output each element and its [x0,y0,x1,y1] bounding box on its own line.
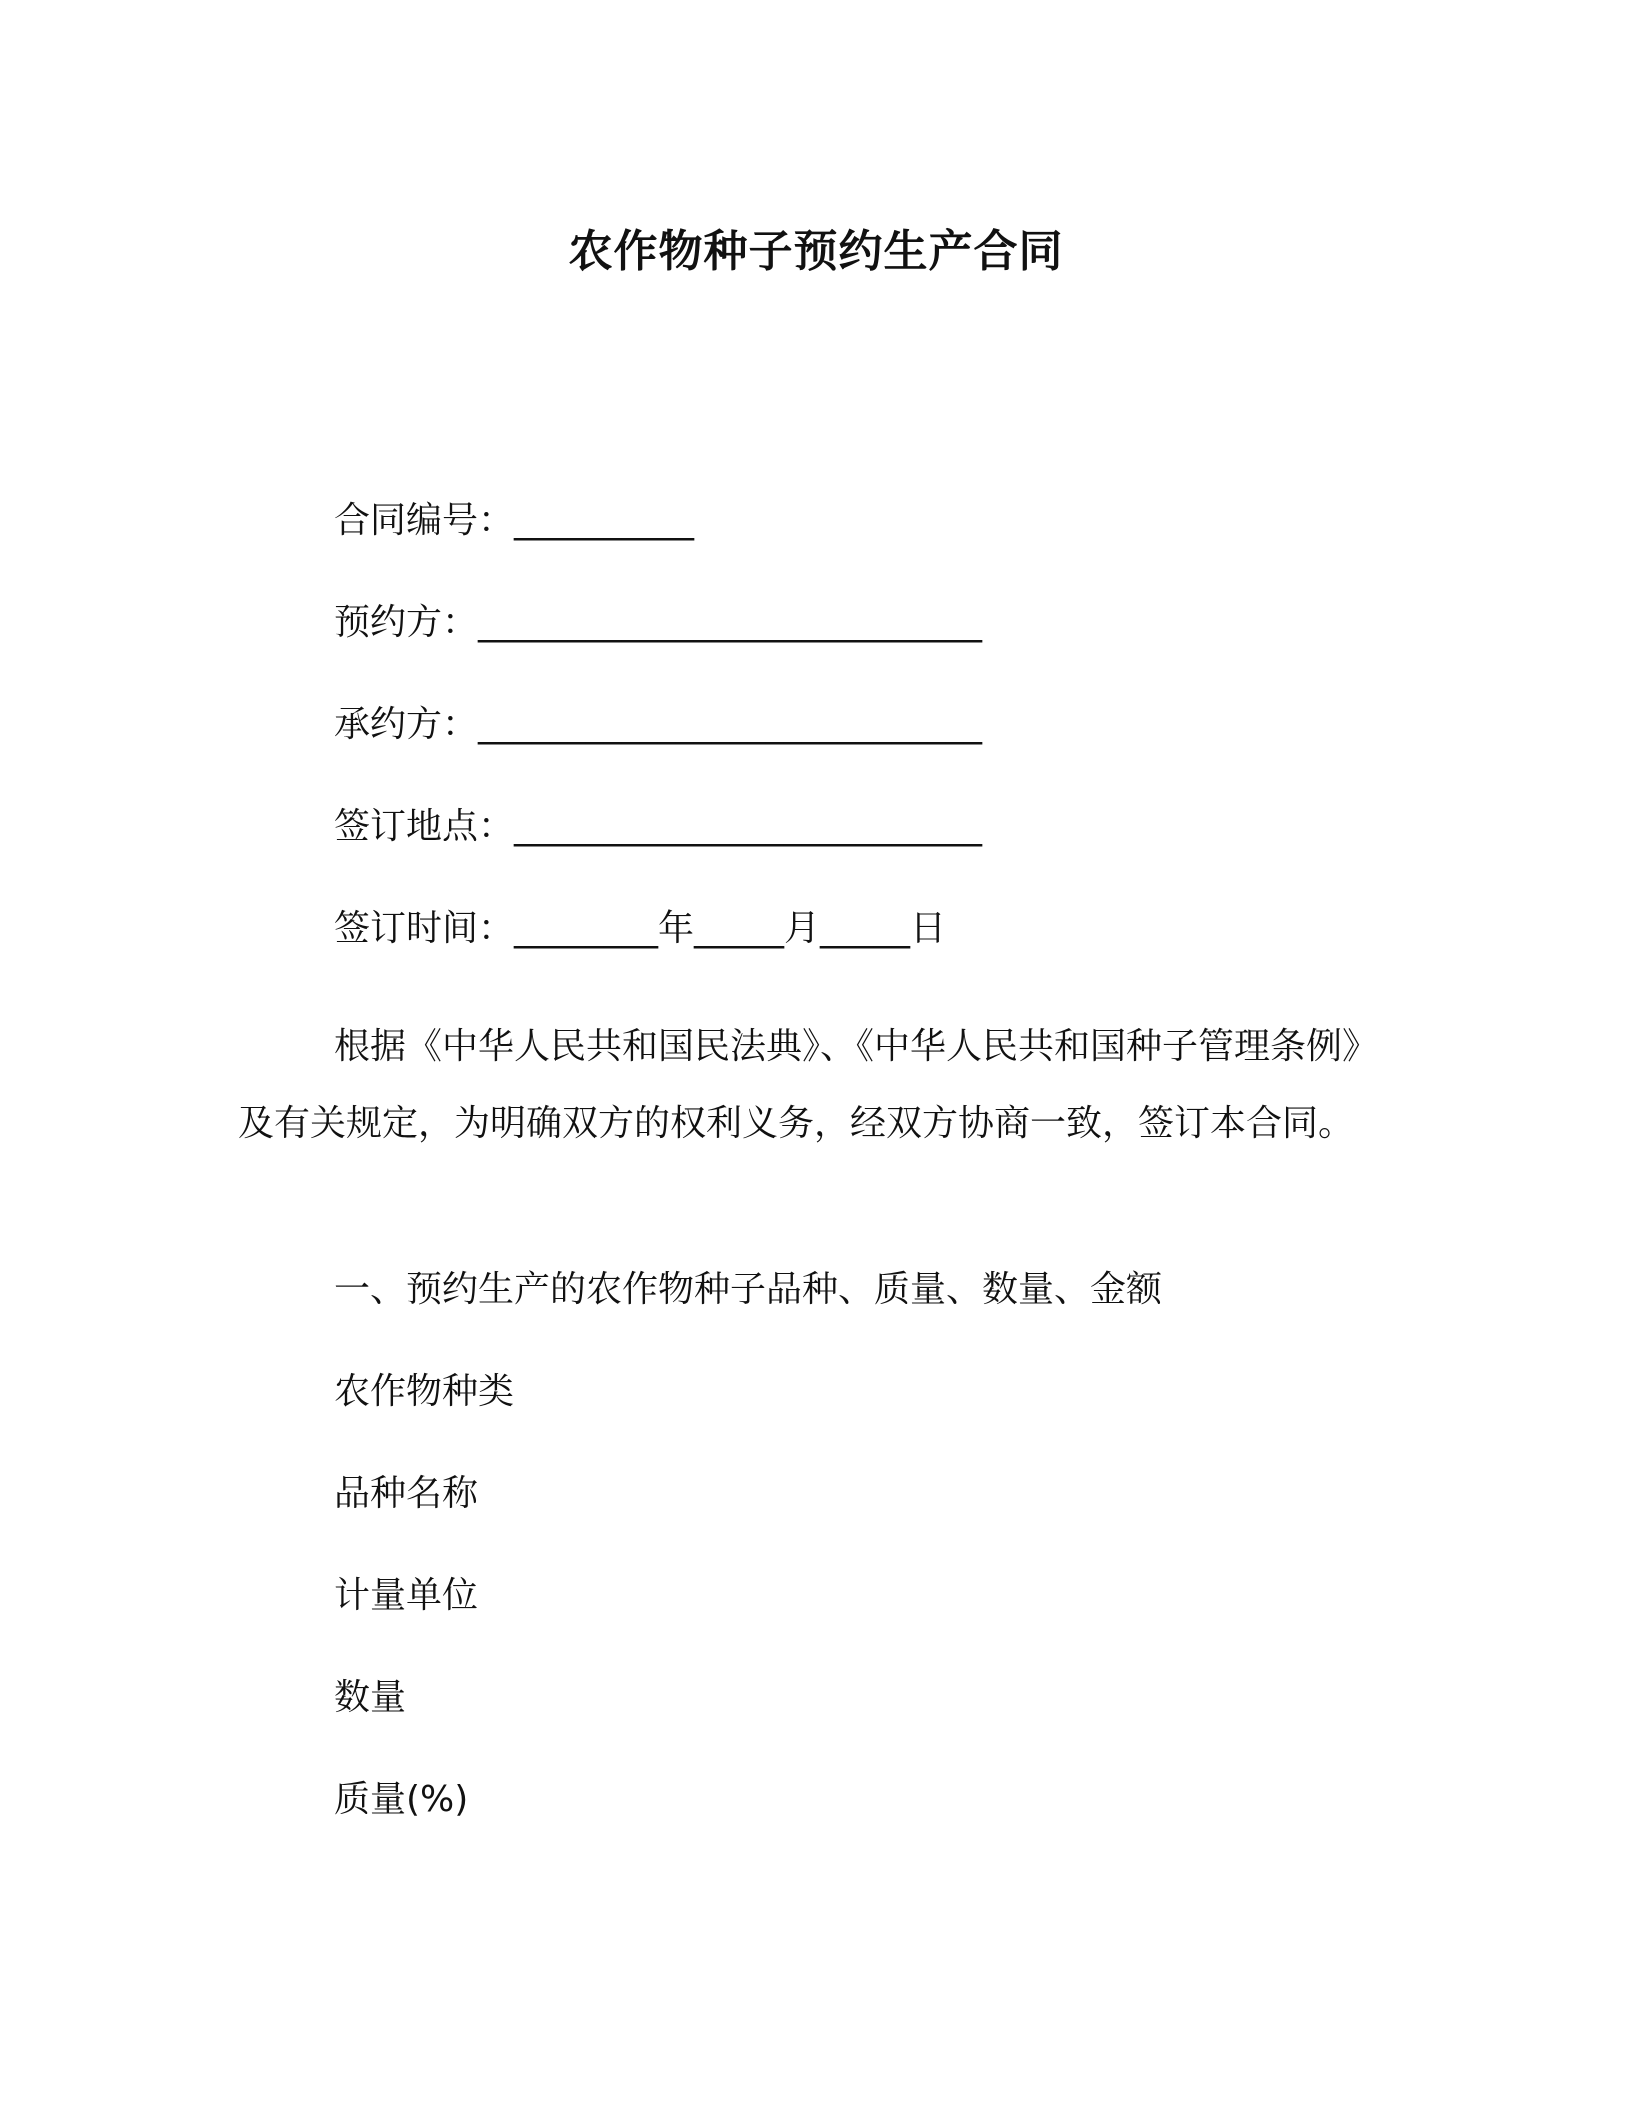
contract-number-field: 合同编号：__________ [334,500,695,541]
section-1-heading: 一、预约生产的农作物种子品种、质量、数量、金额 [334,1269,1163,1310]
sign-place-field: 签订地点：__________________________ [334,806,983,847]
item-crop-type: 农作物种类 [334,1371,515,1412]
item-variety-name: 品种名称 [334,1473,479,1514]
preamble-paragraph [238,1008,1408,1162]
reserver-field: 预约方：____________________________ [334,602,983,643]
document-title: 农作物种子预约生产合同 [568,226,1064,277]
item-unit: 计量单位 [334,1575,479,1616]
contractor-field: 承约方：____________________________ [334,704,983,745]
sign-time-field: 签订时间：________年_____月_____日 [334,908,947,949]
item-quantity: 数量 [334,1677,407,1718]
item-quality: 质量(%) [334,1779,469,1820]
preamble-text: 根据《中华人民共和国民法典》、《中华人民共和国种子管理条例》及有关规定，为明确双方的权利义务，经双方协商一致，签订本合同。 [238,1026,1379,1144]
